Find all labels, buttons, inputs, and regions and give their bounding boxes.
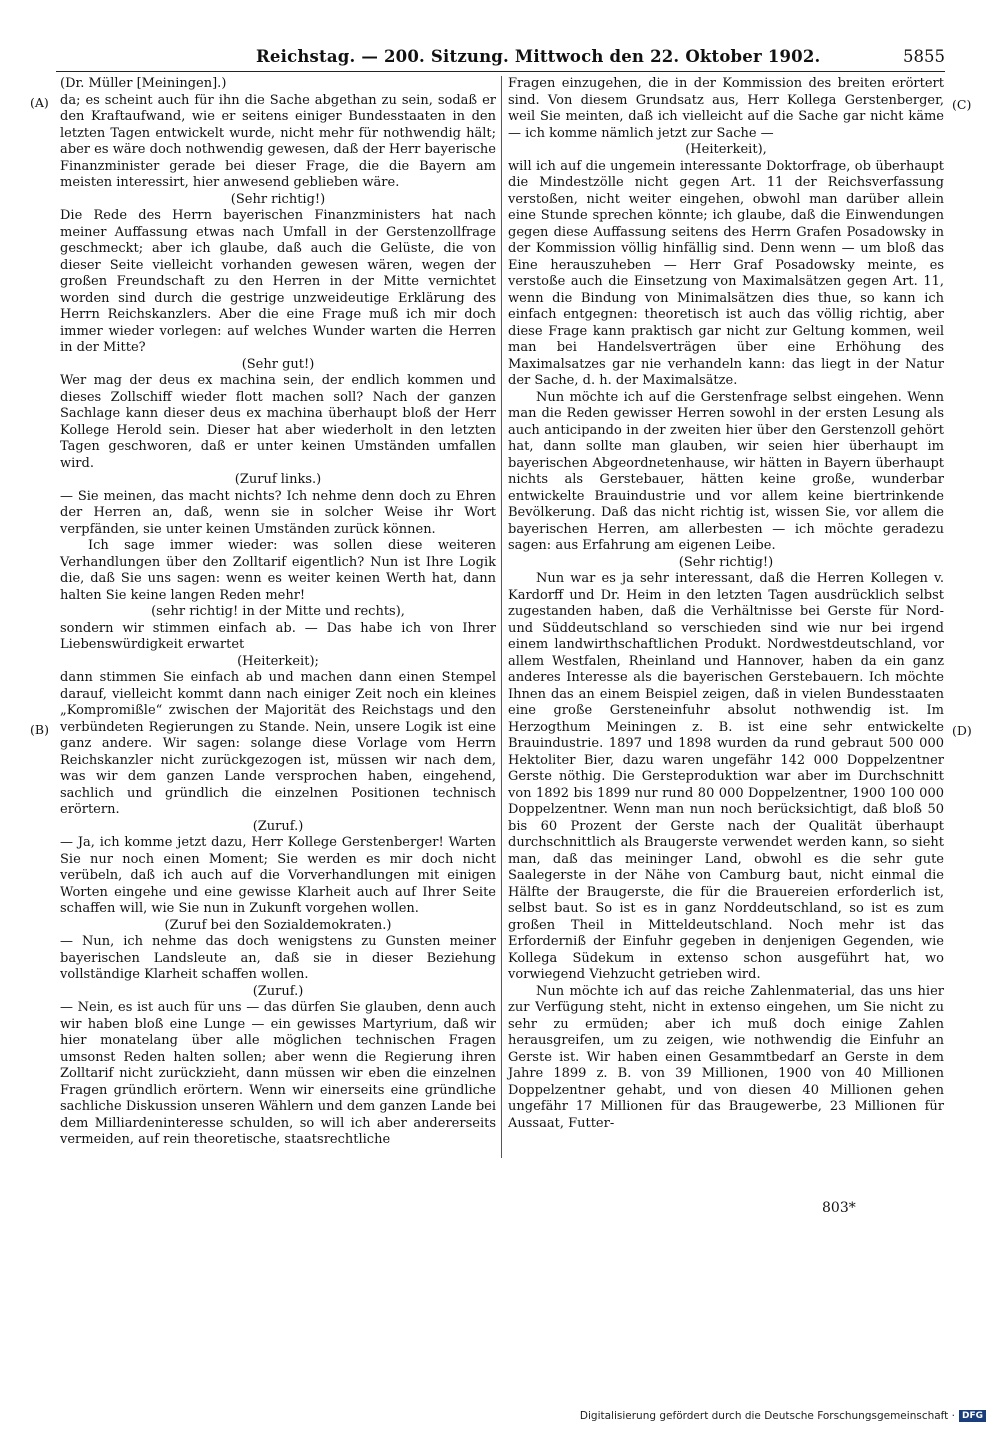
margin-mark-b: (B) — [30, 722, 49, 737]
paragraph: Wer mag der deus ex machina sein, der endlich kommen und dieses Zollschiff wieder flott machen soll? Nach der ganzen Sachlage kann dieser deus ex machina überhaupt bloß der Herr Kollege Herold sein. Dieser hat aber wiederholt in den letzten Tagen geschworen, daß er unter keinen Umständen umfallen wird. — [60, 373, 496, 471]
column-divider — [501, 76, 502, 1158]
paragraph: dann stimmen Sie einfach ab und machen dann einen Stempel darauf, vielleicht kommt dann nach einiger Zeit noch ein kleines „Kompromißle“ zwischen der Majorität des Reichstags und den verbündeten Regierungen zu Stande. Nein, unsere Logik ist eine ganz andere. Wir sagen: solange diese Vorlage vom Herrn Reichskanzler nicht zurückgezogen ist, müssen wir nach dem, was wir dem ganzen Lande versprochen haben, eingehend, sachlich und gründlich die einzelnen Positionen technisch erörtern. — [60, 670, 496, 817]
speaker-line: (Dr. Müller [Meiningen].) — [60, 76, 227, 91]
interjection: (Sehr richtig!) — [678, 554, 774, 570]
paragraph: Die Rede des Herrn bayerischen Finanzministers hat nach meiner Auffassung etwas nach Umfall in der Gerstenzollfrage geschmeckt; aber ich glaube, daß auch die Gelüste, die von dieser Seite vielleicht vorhanden gewesen wären, wegen der großen Freundschaft zu den Herren in der Mitte vernichtet worden sind durch die gestrige unzweideutige Erklärung des Herrn Reichskanzlers. Aber die eine Frage muß ich mir doch immer wieder vorlegen: auf welches Wunder warten die Herren in der Mitte? — [60, 208, 496, 355]
interjection: (Zuruf.) — [252, 983, 304, 999]
margin-mark-c: (C) — [952, 97, 972, 112]
signature-mark: 803* — [822, 1200, 856, 1216]
page-number: 5855 — [903, 47, 945, 66]
paragraph: Nun möchte ich auf die Gerstenfrage selbst eingehen. Wenn man die Reden gewisser Herren sowohl in der ersten Lesung als auch anticipando in der zweiten hier über den Gerstenzoll gehört hat, dann sollte man glauben, wir seien hier überhaupt im bayerischen Abgeordnetenhause, wir hätten in Bayern überhaupt nichts als Gerstebauer, hätten keine große, wunderbar entwickelte Brauindustrie und vor allem keine biertrinkende Bevölkerung. Daß das nicht richtig ist, wissen Sie, vor allem die bayerischen Herren, am allerbesten — ich möchte geradezu sagen: aus Erfahrung am eigenen Leibe. — [508, 389, 944, 553]
interjection: (Zuruf.) — [252, 818, 304, 834]
interjection: (Heiterkeit), — [685, 142, 767, 157]
paragraph: — Nun, ich nehme das doch wenigstens zu Gunsten meiner bayerischen Landsleute an, daß sie in dieser Beziehung vollständige Klarheit schaffen wollen. — [60, 934, 496, 982]
digitization-credit — [580, 1410, 986, 1422]
page-header — [56, 45, 945, 72]
paragraph: Fragen einzugehen, die in der Kommission des breiten erörtert sind. Von diesem Grundsatz aus, Herr Kollega Gerstenberger, weil Sie meinten, daß ich vielleicht auf die Sache gar nicht käme — ich komme nämlich jetzt zur Sache — — [508, 76, 944, 141]
paragraph: — Sie meinen, das macht nichts? Ich nehme denn doch zu Ehren der Herren an, daß, wenn sie in solcher Weise ihr Wort verpfänden, sie unter keinen Umständen zurück können. — [60, 488, 496, 537]
interjection: (sehr richtig! in der Mitte und rechts), — [151, 604, 405, 619]
margin-mark-a: (A) — [30, 95, 49, 110]
interjection: (Zuruf bei den Sozialdemokraten.) — [164, 917, 392, 933]
paragraph: Nun möchte ich auf das reiche Zahlenmaterial, das uns hier zur Verfügung steht, nicht in extenso eingehen, um Sie nicht zu sehr zu ermüden; aber ich muß doch einige Zahlen herausgreifen, um zu zeigen, wie nothwendig die Einfuhr an Gerste ist. Wir haben einen Gesammtbedarf an Gerste in dem Jahre 1899 z. B. von 39 Millionen, 1900 von 40 Millionen Doppelzentner gehabt, und von diesen 40 Millionen gehen ungefähr 17 Millionen für das Braugewerbe, 23 Millionen für Aussaat, Futter- — [508, 983, 944, 1131]
credit-text: Digitalisierung gefördert durch die Deutsche Forschungsgemeinschaft · — [579, 1410, 955, 1422]
interjection: (Sehr gut!) — [241, 356, 315, 372]
right-column — [508, 76, 944, 1132]
paragraph: Ich sage immer wieder: was sollen diese weiteren Verhandlungen über den Zolltarif eigentlich? Nun ist Ihre Logik die, daß Sie uns sagen: wenn es weiter keinen Werth hat, dann halten Sie keine langen Reden mehr! — [60, 538, 496, 603]
paragraph: — Nein, es ist auch für uns — das dürfen Sie glauben, denn auch wir haben bloß eine Lunge — ein gewisses Martyrium, daß wir hier monatelang über alle möglichen technischen Fragen umsonst Reden halten sollen; aber wenn die Regierung ihren Zolltarif nicht zurückzieht, dann müssen wir eben die einzelnen Fragen gründlich erörtern. Wenn wir einerseits eine gründliche sachliche Diskussion unseren Wählern und dem ganzen Lande bei dem Milliardeninteresse schulden, so will ich aber andererseits vermeiden, auf rein theoretische, staatsrechtliche — [60, 1000, 496, 1147]
paragraph: will ich auf die ungemein interessante Doktorfrage, ob überhaupt die Mindestzölle nicht gegen Art. 11 der Reichsverfassung verstoßen, nicht weiter eingehen, obwohl man darüber allein eine Stunde sprechen könnte; ich glaube, daß die Einwendungen gegen diese Auffassung seitens des Herrn Grafen Posadowsky in der Kommission völlig hinfällig sind. Denn wenn — um bloß das Eine herauszuheben — Herr Graf Posadowsky meinte, es verstoße auch die Einsetzung von Maximalsätzen gegen Art. 11, wenn die Bindung von Minimalsätzen dies thue, so kann ich einfach entgegnen: theoretisch ist auch das völlig richtig, aber diese Frage kann praktisch gar nicht zur Geltung kommen, weil man bei Handelsverträgen über eine Erhöhung des Maximalsatzes gar nie verhandeln kann: das liegt in der Natur der Sache, d. h. der Maximalsätze. — [508, 158, 944, 388]
left-column — [60, 76, 496, 1149]
margin-mark-d: (D) — [952, 723, 972, 738]
interjection: (Zuruf links.) — [234, 472, 322, 487]
paragraph: Nun war es ja sehr interessant, daß die Herren Kollegen v. Kardorff und Dr. Heim in den letzten Tagen ausdrücklich selbst zugestanden haben, daß die Verhältnisse bei Gerste für Nord- und Süddeutschland so verschieden sind wie nur bei irgend einem landwirthschaftlichen Produkt. Nordwestdeutschland, vor allem Westfalen, Rheinland und Hannover, haben da ein ganz anderes Interesse als die bayerischen Gerstebauern. Ich möchte Ihnen das an einem Beispiel zeigen, daß in vielen Bundesstaaten eine große Gersteneinfuhr absolut nothwendig ist. Im Herzogthum Meiningen z. B. ist eine sehr entwickelte Brauindustrie. 1897 und 1898 wurden da rund gebraut 500 000 Hektoliter Bier, dazu waren ungefähr 142 000 Doppelzentner Gerste nöthig. Die Gersteproduktion war aber im Durchschnitt von 1892 bis 1899 nur rund 80 000 Doppelzentner, 1900 100 000 Doppelzentner. Wenn man nun noch berücksichtigt, daß bloß 50 bis 60 Prozent der Gerste nach der Qualität überhaupt durchschnittlich als Braugerste verwendet werden kann, so sieht man, daß das meininger Land, obwohl es die sehr gute Saalegerste in der Nähe von Camburg baut, nicht einmal die Hälfte der Braugerste, die für die Brauereien erforderlich ist, selbst baut. So ist es in ganz Norddeutschland, so ist es zum großen Theil in Mitteldeutschland. Noch mehr ist das Erforderniß der Einfuhr gegeben in denjenigen Gegenden, wie Kollega Südekum in extenso schon ausgeführt hat, wo vorwiegend Viehzucht getrieben wird. — [508, 571, 944, 982]
paragraph: da; es scheint auch für ihn die Sache abgethan zu sein, sodaß er den Kraftaufwand, wie er seitens einiger Bundesstaaten in den letzten Tagen entwickelt wurde, nicht mehr für nothwendig hält; aber es wäre doch nothwendig gewesen, daß der Herr bayerische Finanzminister gerade bei dieser Frage, die die Bayern am meisten interessirt, hier anwesend geblieben wäre. — [60, 92, 496, 190]
interjection: (Heiterkeit); — [237, 653, 319, 669]
paragraph: — Ja, ich komme jetzt dazu, Herr Kollege Gerstenberger! Warten Sie nur noch einen Moment; Sie werden es mir doch nicht verübeln, daß ich auch auf die Vorverhandlungen mit einigen Worten eingehe und eine gewisse Klarheit auch auf Ihrer Seite schaffen will, wie Sie nun in Zukunft vorgehen wollen. — [60, 835, 496, 916]
paragraph: sondern wir stimmen einfach ab. — Das habe ich von Ihrer Liebenswürdigkeit erwartet — [60, 620, 496, 652]
page-title: Reichstag. — 200. Sitzung. Mittwoch den 22. Oktober 1902. — [256, 47, 821, 66]
dfg-logo: DFG — [959, 1410, 986, 1422]
interjection: (Sehr richtig!) — [230, 191, 326, 207]
